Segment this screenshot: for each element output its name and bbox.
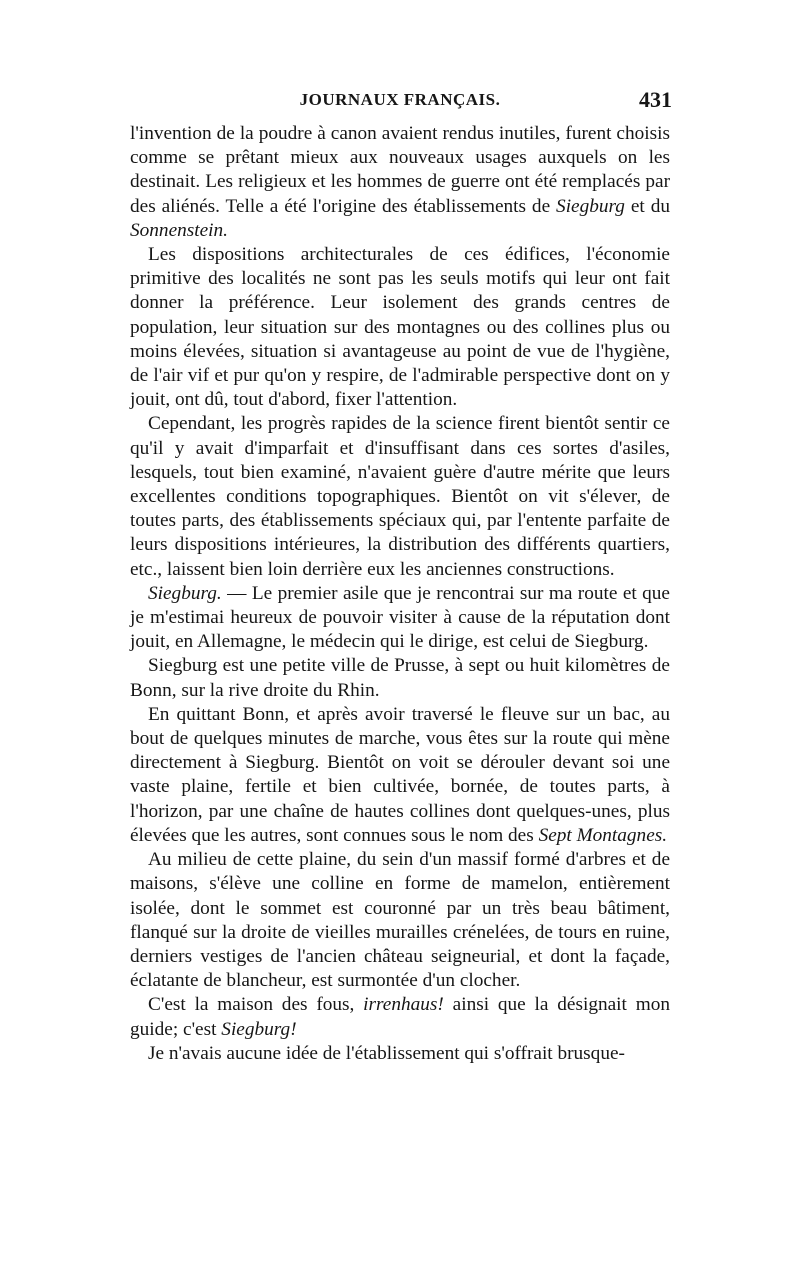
italic-text: Sept Montagnes. bbox=[538, 824, 668, 846]
paragraph bbox=[130, 654, 670, 702]
page-header bbox=[130, 87, 672, 118]
text-run: Au milieu de cette plaine, du sein d'un massif formé d'arbres et de maisons, s'élève une colline en forme de mamelon, entièrement isolée, dont le sommet est couronné par un très beau bâtiment, flanqué sur la droite de vieilles murailles crénelées, de tours en ruine, derniers vestiges de l'ancien château seigneurial, et dont la façade, éclatante de blancheur, est surmontée d'un clocher. bbox=[130, 849, 670, 992]
text-run: l'invention de la poudre à canon avaient rendus inutiles, furent choisis comme se prêtant mieux aux nouveaux usages auxquels on les destinait. Les religieux et les hommes de guerre ont été remplacés par des aliénés. Telle a été l'origine des établissements de bbox=[130, 123, 670, 217]
italic-text: irrenhaus! bbox=[363, 994, 444, 1016]
text-run: et du bbox=[624, 195, 670, 217]
text-run: Je n'avais aucune idée de l'établissement qui s'offrait brusque- bbox=[148, 1042, 625, 1064]
paragraph bbox=[130, 993, 670, 1041]
italic-text: Sonnenstein. bbox=[130, 219, 228, 241]
text-run: C'est la maison des fous, bbox=[148, 994, 364, 1016]
text-run: En quittant Bonn, et après avoir traversé le fleuve sur un bac, au bout de quelques minutes de marche, vous êtes sur la route qui mène directement à Siegburg. Bientôt on voit se dérouler devant soi une vaste plaine, fertile et bien cultivée, bornée, de toutes parts, à l'horizon, par une chaîne de hautes collines dont quelques-unes, plus élevées que les autres, sont connues sous le nom des bbox=[130, 703, 670, 846]
text-run: — Le premier asile que je rencontrai sur ma route et que je m'estimai heureux de pouvoir visiter à cause de la réputation dont jouit, en Allemagne, le médecin qui le dirige, est celui de Siegburg. bbox=[130, 582, 670, 653]
text-run: ainsi que la désignait mon guide; c'est bbox=[130, 994, 670, 1040]
text-run: Siegburg est une petite ville de Prusse, à sept ou huit kilomètres de Bonn, sur la rive droite du Rhin. bbox=[130, 655, 670, 701]
page-number: 431 bbox=[639, 87, 672, 112]
text-run: Les dispositions architecturales de ces édifices, l'économie primitive des localités ne sont pas les seuls motifs qui leur ont fait donner la préférence. Leur isolement des grands centres de population, leur situation sur des montagnes ou des collines plus ou moins élevées, situation si avantageuse au point de vue de l'hygiène, de l'air vif et pur qu'on y respire, de l'admirable perspective dont on y jouit, ont dû, tout d'abord, fixer l'attention. bbox=[130, 244, 670, 411]
paragraph bbox=[130, 582, 670, 655]
running-title: JOURNAUX FRANÇAIS. bbox=[299, 90, 501, 109]
text-run: Cependant, les progrès rapides de la science firent bientôt sentir ce qu'il y avait d'imparfait et d'insuffisant dans ces sortes d'asiles, lesquels, tout bien examiné, n'avaient guère d'autre mérite que leurs excellentes conditions topographiques. Bientôt on vit s'élever, de toutes parts, des établissements spéciaux qui, par l'entente parfaite de leurs dispositions intérieures, la distribution des différents quartiers, etc., laissent bien loin derrière eux les anciennes constructions. bbox=[130, 413, 670, 580]
italic-text: Siegburg! bbox=[221, 1018, 297, 1040]
paragraph bbox=[130, 848, 670, 993]
italic-text: Siegburg bbox=[556, 195, 625, 217]
paragraph bbox=[130, 122, 670, 243]
paragraph bbox=[130, 243, 670, 412]
italic-text: Siegburg. bbox=[148, 582, 222, 604]
body-text bbox=[130, 122, 670, 1066]
paragraph bbox=[130, 1042, 670, 1066]
book-page bbox=[130, 87, 672, 1066]
paragraph bbox=[130, 412, 670, 581]
paragraph bbox=[130, 703, 670, 848]
